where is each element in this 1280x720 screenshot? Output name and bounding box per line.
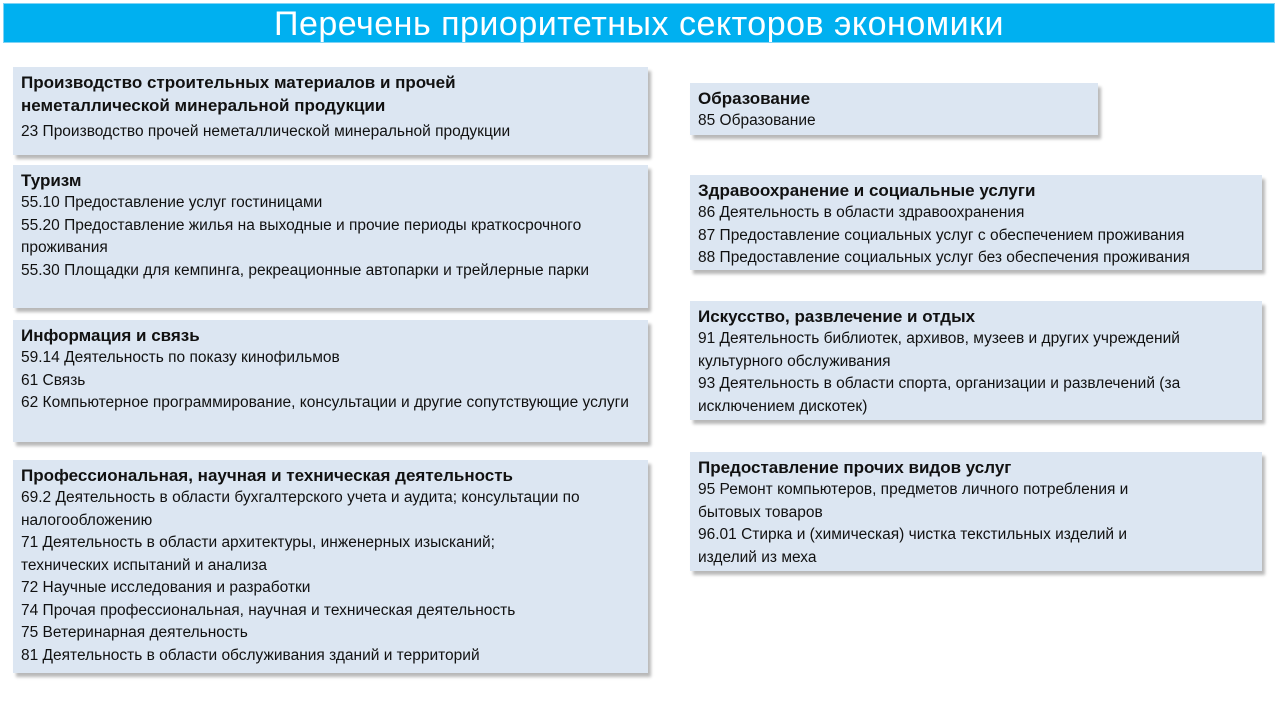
sector-item: 86 Деятельность в области здравоохранения <box>698 204 1025 221</box>
sector-item: 74 Прочая профессиональная, научная и техническая деятельность <box>21 601 516 619</box>
sector-card-health <box>690 175 1262 270</box>
sector-title: Информация и связь <box>21 326 200 345</box>
sector-card-arts <box>690 301 1262 420</box>
sector-card-other <box>690 452 1262 571</box>
sector-title: Здравоохранение и социальные услуги <box>698 181 1036 200</box>
sector-card-construction <box>13 67 648 155</box>
sector-title: Туризм <box>21 171 82 190</box>
sector-item: 69.2 Деятельность в области бухгалтерского учета и аудита; консультации по налогообложению <box>21 489 580 529</box>
sector-item: 72 Научные исследования и разработки <box>21 579 311 596</box>
sector-item: 93 Деятельность в области спорта, организации и развлечений (за исключением дискотек) <box>698 375 1181 415</box>
sector-item: 55.10 Предоставление услуг гостиницами <box>21 194 323 211</box>
sector-item: 75 Ветеринарная деятельность <box>21 624 248 641</box>
sector-title: Образование <box>698 89 811 108</box>
sector-title: Искусство, развлечение и отдых <box>698 307 976 326</box>
sector-title: Производство строительных материалов и прочей неметаллической минеральной продукции <box>21 73 456 115</box>
sector-card-info <box>13 320 648 442</box>
sector-item: 96.01 Стирка и (химическая) чистка текстильных изделий и изделий из меха <box>698 526 1128 566</box>
sector-title: Предоставление прочих видов услуг <box>698 458 1012 477</box>
sector-item: 59.14 Деятельность по показу кинофильмов <box>21 349 340 366</box>
sector-item: 81 Деятельность в области обслуживания зданий и территорий <box>21 646 480 664</box>
sector-card-education <box>690 83 1098 135</box>
sector-title: Профессиональная, научная и техническая деятельность <box>21 466 514 485</box>
sector-item: 23 Производство прочей неметаллической минеральной продукции <box>21 123 511 140</box>
sector-item: 88 Предоставление социальных услуг без обеспечения проживания <box>698 249 1190 266</box>
sector-item: 71 Деятельность в области архитектуры, инженерных изысканий; технических испытаний и анализа <box>21 534 495 574</box>
sector-item: 61 Связь <box>21 371 86 389</box>
sector-card-tourism <box>13 165 648 308</box>
sector-item: 95 Ремонт компьютеров, предметов личного потребления и бытовых товаров <box>698 481 1129 521</box>
sector-item: 55.20 Предоставление жилья на выходные и прочие периоды краткосрочного проживания <box>21 216 582 256</box>
sector-item: 62 Компьютерное программирование, консультации и другие сопутствующие услуги <box>21 394 629 411</box>
sector-item: 55.30 Площадки для кемпинга, рекреационные автопарки и трейлерные парки <box>21 261 590 279</box>
page-title: Перечень приоритетных секторов экономики <box>3 3 1275 43</box>
sector-card-professional <box>13 460 648 673</box>
sector-item: 85 Образование <box>698 112 816 129</box>
sector-item: 91 Деятельность библиотек, архивов, музеев и других учреждений культурного обслуживания <box>698 330 1180 370</box>
sector-item: 87 Предоставление социальных услуг с обеспечением проживания <box>698 226 1185 244</box>
